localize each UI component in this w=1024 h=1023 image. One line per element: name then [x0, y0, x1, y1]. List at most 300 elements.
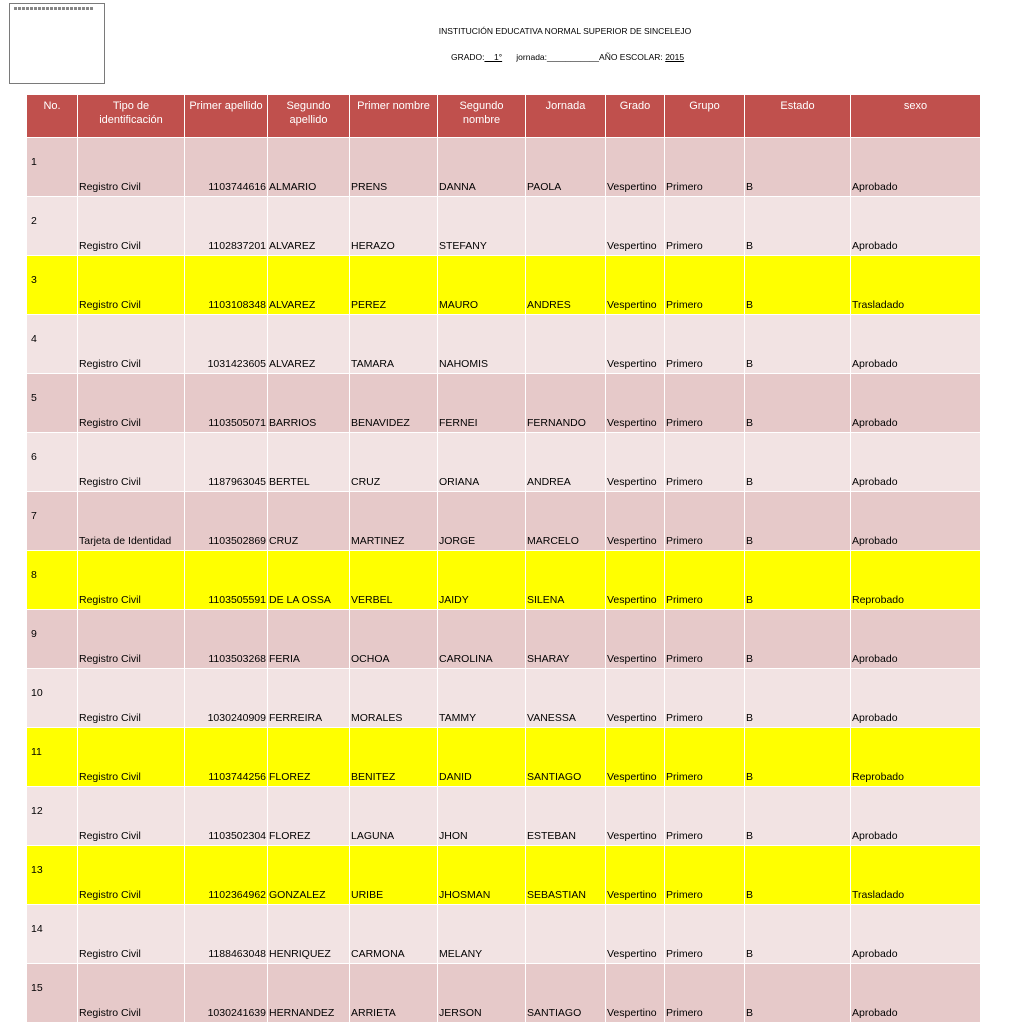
cell-primer-apellido[interactable]: [268, 610, 350, 669]
cell-identificacion-number-text: 1103505071: [208, 417, 266, 429]
cell-segundo-nombre-text: SHARAY: [527, 653, 570, 665]
cell-primer-apellido[interactable]: [268, 256, 350, 315]
col-header-segundo-apellido[interactable]: Segundo apellido: [268, 95, 350, 138]
cell-jornada-text: Vespertino: [607, 476, 657, 488]
cell-estado[interactable]: [851, 492, 981, 551]
cell-tipo-identificacion[interactable]: [78, 846, 185, 905]
cell-tipo-identificacion[interactable]: [78, 197, 185, 256]
col-header-grado[interactable]: Grado: [606, 95, 665, 138]
cell-primer-nombre[interactable]: [438, 964, 526, 1023]
cell-estado-text: Aprobado: [852, 1007, 898, 1019]
col-header-grupo[interactable]: Grupo: [665, 95, 745, 138]
cell-segundo-nombre[interactable]: [526, 551, 606, 610]
cell-estado-text: Aprobado: [852, 240, 898, 252]
cell-primer-apellido[interactable]: [268, 728, 350, 787]
cell-primer-apellido-text: FERIA: [269, 653, 300, 665]
cell-identificacion-number[interactable]: [185, 374, 268, 433]
cell-grupo-text: B: [746, 653, 754, 665]
cell-grupo-text: B: [746, 476, 754, 488]
cell-grupo[interactable]: [745, 905, 851, 964]
cell-jornada[interactable]: [606, 669, 665, 728]
cell-grado[interactable]: [665, 374, 745, 433]
cell-grupo[interactable]: [745, 728, 851, 787]
cell-grupo[interactable]: [745, 964, 851, 1023]
cell-identificacion-number-text: 1103505591: [208, 594, 266, 606]
cell-segundo-nombre[interactable]: [526, 846, 606, 905]
cell-primer-apellido-text: FLOREZ: [269, 830, 311, 842]
cell-identificacion-number[interactable]: [185, 669, 268, 728]
cell-tipo-identificacion-text: Registro Civil: [79, 712, 141, 724]
cell-identificacion-number-text: 1103744616: [208, 181, 266, 193]
cell-estado[interactable]: [851, 669, 981, 728]
cell-grado[interactable]: [665, 256, 745, 315]
cell-primer-apellido-text: BARRIOS: [269, 417, 317, 429]
cell-identificacion-number-text: 1187963045: [208, 476, 266, 488]
cell-jornada-text: Vespertino: [607, 181, 657, 193]
cell-estado-text: Aprobado: [852, 476, 898, 488]
row-number[interactable]: 14: [27, 905, 78, 964]
cell-tipo-identificacion-text: Registro Civil: [79, 476, 141, 488]
cell-primer-nombre[interactable]: [438, 433, 526, 492]
cell-jornada-text: Vespertino: [607, 889, 657, 901]
cell-grupo[interactable]: [745, 374, 851, 433]
row-number[interactable]: 13: [27, 846, 78, 905]
table-row[interactable]: [27, 787, 981, 846]
cell-primer-nombre[interactable]: [438, 669, 526, 728]
cell-segundo-apellido[interactable]: [350, 669, 438, 728]
cell-grado[interactable]: [665, 669, 745, 728]
cell-segundo-nombre[interactable]: [526, 728, 606, 787]
cell-identificacion-number-text: 1103108348: [208, 299, 266, 311]
cell-grupo[interactable]: [745, 551, 851, 610]
cell-primer-apellido-text: GONZALEZ: [269, 889, 326, 901]
row-number[interactable]: 9: [27, 610, 78, 669]
cell-estado-text: Aprobado: [852, 358, 898, 370]
cell-primer-apellido-text: ALVAREZ: [269, 358, 316, 370]
cell-jornada[interactable]: [606, 787, 665, 846]
cell-segundo-nombre-text: SILENA: [527, 594, 565, 606]
cell-grado[interactable]: [665, 551, 745, 610]
cell-primer-nombre-text: MELANY: [439, 948, 483, 960]
cell-grado-text: Primero: [666, 299, 703, 311]
row-number[interactable]: 11: [27, 728, 78, 787]
cell-tipo-identificacion[interactable]: [78, 669, 185, 728]
cell-estado[interactable]: [851, 787, 981, 846]
cell-estado[interactable]: [851, 905, 981, 964]
cell-primer-nombre[interactable]: [438, 551, 526, 610]
table-row[interactable]: [27, 728, 981, 787]
cell-primer-nombre[interactable]: [438, 846, 526, 905]
cell-grado[interactable]: [665, 197, 745, 256]
cell-primer-nombre-text: DANNA: [439, 181, 476, 193]
cell-segundo-nombre[interactable]: [526, 374, 606, 433]
cell-segundo-apellido-text: MORALES: [351, 712, 403, 724]
anio-label: AÑO ESCOLAR:: [599, 52, 663, 62]
table-row[interactable]: [27, 551, 981, 610]
cell-jornada-text: Vespertino: [607, 535, 657, 547]
cell-segundo-apellido-text: BENAVIDEZ: [351, 417, 410, 429]
cell-grupo-text: B: [746, 771, 754, 783]
cell-segundo-nombre[interactable]: [526, 787, 606, 846]
cell-grupo[interactable]: [745, 256, 851, 315]
cell-grupo-text: B: [746, 830, 754, 842]
cell-estado[interactable]: [851, 728, 981, 787]
cell-estado-text: Aprobado: [852, 417, 898, 429]
cell-identificacion-number[interactable]: [185, 728, 268, 787]
cell-segundo-apellido[interactable]: [350, 433, 438, 492]
cell-estado[interactable]: [851, 433, 981, 492]
cell-grupo[interactable]: [745, 669, 851, 728]
cell-segundo-nombre-text: SANTIAGO: [527, 771, 582, 783]
header-info-line: [451, 52, 684, 62]
cell-grupo-text: B: [746, 889, 754, 901]
cell-jornada[interactable]: [606, 846, 665, 905]
cell-grado[interactable]: [665, 905, 745, 964]
cell-jornada[interactable]: [606, 905, 665, 964]
cell-estado-text: Aprobado: [852, 712, 898, 724]
cell-primer-nombre[interactable]: [438, 138, 526, 197]
cell-tipo-identificacion-text: Registro Civil: [79, 417, 141, 429]
cell-segundo-apellido[interactable]: [350, 964, 438, 1023]
col-header-primer-apellido[interactable]: Primer apellido: [185, 95, 268, 138]
cell-segundo-apellido[interactable]: [350, 374, 438, 433]
table-row[interactable]: [27, 256, 981, 315]
cell-segundo-apellido-text: HERAZO: [351, 240, 395, 252]
cell-segundo-nombre-text: VANESSA: [527, 712, 576, 724]
cell-identificacion-number[interactable]: [185, 787, 268, 846]
cell-segundo-apellido[interactable]: [350, 315, 438, 374]
cell-jornada[interactable]: [606, 197, 665, 256]
jornada-label: jornada:: [516, 52, 548, 62]
cell-segundo-nombre[interactable]: [526, 905, 606, 964]
cell-tipo-identificacion-text: Registro Civil: [79, 299, 141, 311]
col-header-estado[interactable]: Estado: [745, 95, 851, 138]
cell-segundo-nombre-text: ANDREA: [527, 476, 571, 488]
cell-identificacion-number-text: 1103744256: [208, 771, 266, 783]
cell-segundo-apellido[interactable]: [350, 551, 438, 610]
cell-identificacion-number[interactable]: [185, 846, 268, 905]
cell-estado[interactable]: [851, 138, 981, 197]
cell-grado[interactable]: [665, 138, 745, 197]
cell-primer-nombre[interactable]: [438, 905, 526, 964]
cell-segundo-apellido-text: OCHOA: [351, 653, 390, 665]
table-header-row: [27, 95, 981, 138]
cell-identificacion-number[interactable]: [185, 964, 268, 1023]
cell-identificacion-number[interactable]: [185, 197, 268, 256]
cell-tipo-identificacion[interactable]: [78, 787, 185, 846]
cell-tipo-identificacion[interactable]: [78, 905, 185, 964]
cell-primer-nombre-text: TAMMY: [439, 712, 477, 724]
cell-segundo-apellido[interactable]: [350, 197, 438, 256]
cell-jornada-text: Vespertino: [607, 712, 657, 724]
cell-segundo-apellido[interactable]: [350, 256, 438, 315]
cell-jornada[interactable]: [606, 433, 665, 492]
cell-segundo-nombre-text: ANDRES: [527, 299, 571, 311]
row-number[interactable]: 12: [27, 787, 78, 846]
row-number[interactable]: 4: [27, 315, 78, 374]
cell-primer-nombre-text: CAROLINA: [439, 653, 493, 665]
row-number[interactable]: 5: [27, 374, 78, 433]
cell-jornada-text: Vespertino: [607, 417, 657, 429]
cell-grado[interactable]: [665, 610, 745, 669]
cell-primer-apellido-text: BERTEL: [269, 476, 310, 488]
cell-primer-nombre[interactable]: [438, 610, 526, 669]
cell-segundo-apellido-text: CARMONA: [351, 948, 405, 960]
cell-estado-text: Reprobado: [852, 594, 904, 606]
cell-estado-text: Aprobado: [852, 948, 898, 960]
cell-grado-text: Primero: [666, 830, 703, 842]
cell-jornada[interactable]: [606, 492, 665, 551]
grado-value: __1°: [484, 52, 503, 62]
cell-grado[interactable]: [665, 315, 745, 374]
col-header-primer-nombre[interactable]: Primer nombre: [350, 95, 438, 138]
cell-grupo-text: B: [746, 1007, 754, 1019]
cell-tipo-identificacion[interactable]: [78, 728, 185, 787]
cell-primer-nombre-text: ORIANA: [439, 476, 480, 488]
cell-estado-text: Aprobado: [852, 830, 898, 842]
table-row[interactable]: [27, 138, 981, 197]
cell-grado[interactable]: [665, 728, 745, 787]
cell-segundo-nombre[interactable]: [526, 256, 606, 315]
cell-primer-apellido-text: HERNANDEZ: [269, 1007, 335, 1019]
cell-tipo-identificacion-text: Registro Civil: [79, 594, 141, 606]
cell-jornada[interactable]: [606, 728, 665, 787]
cell-segundo-apellido-text: URIBE: [351, 889, 384, 901]
cell-segundo-nombre[interactable]: [526, 138, 606, 197]
cell-segundo-nombre[interactable]: [526, 669, 606, 728]
cell-grado-text: Primero: [666, 181, 703, 193]
cell-grupo[interactable]: [745, 610, 851, 669]
cell-estado[interactable]: [851, 964, 981, 1023]
cell-estado-text: Trasladado: [852, 889, 905, 901]
cell-primer-apellido[interactable]: [268, 964, 350, 1023]
cell-jornada-text: Vespertino: [607, 653, 657, 665]
cell-segundo-nombre-text: MARCELO: [527, 535, 579, 547]
cell-grado[interactable]: [665, 433, 745, 492]
cell-segundo-apellido[interactable]: [350, 138, 438, 197]
table-row[interactable]: [27, 846, 981, 905]
cell-segundo-apellido-text: LAGUNA: [351, 830, 395, 842]
row-number[interactable]: 10: [27, 669, 78, 728]
cell-segundo-apellido-text: TAMARA: [351, 358, 394, 370]
cell-jornada-text: Vespertino: [607, 1007, 657, 1019]
cell-identificacion-number[interactable]: [185, 492, 268, 551]
cell-identificacion-number[interactable]: [185, 905, 268, 964]
cell-tipo-identificacion-text: Registro Civil: [79, 240, 141, 252]
cell-estado[interactable]: [851, 374, 981, 433]
cell-grado[interactable]: [665, 492, 745, 551]
cell-grupo[interactable]: [745, 492, 851, 551]
cell-grupo-text: B: [746, 240, 754, 252]
cell-identificacion-number[interactable]: [185, 256, 268, 315]
row-number[interactable]: 1: [27, 138, 78, 197]
logo-placeholder: [9, 3, 105, 84]
cell-segundo-apellido-text: CRUZ: [351, 476, 381, 488]
cell-primer-nombre[interactable]: [438, 256, 526, 315]
col-header-tipo[interactable]: Tipo de identificación: [78, 95, 185, 138]
cell-primer-nombre[interactable]: [438, 492, 526, 551]
table-row[interactable]: [27, 197, 981, 256]
cell-primer-nombre[interactable]: [438, 197, 526, 256]
col-header-no[interactable]: No.: [27, 95, 78, 138]
row-number[interactable]: 2: [27, 197, 78, 256]
cell-segundo-apellido[interactable]: [350, 846, 438, 905]
students-table: [26, 94, 981, 1023]
cell-estado[interactable]: [851, 315, 981, 374]
cell-grado[interactable]: [665, 964, 745, 1023]
cell-tipo-identificacion[interactable]: [78, 610, 185, 669]
cell-tipo-identificacion[interactable]: [78, 256, 185, 315]
cell-grupo[interactable]: [745, 197, 851, 256]
cell-identificacion-number-text: 1103502304: [208, 830, 266, 842]
col-header-segundo-nombre[interactable]: Segundo nombre: [438, 95, 526, 138]
table-row[interactable]: [27, 433, 981, 492]
cell-segundo-nombre[interactable]: [526, 610, 606, 669]
cell-jornada[interactable]: [606, 610, 665, 669]
cell-estado[interactable]: [851, 197, 981, 256]
cell-jornada[interactable]: [606, 964, 665, 1023]
cell-primer-apellido[interactable]: [268, 492, 350, 551]
cell-jornada-text: Vespertino: [607, 948, 657, 960]
table-row[interactable]: [27, 905, 981, 964]
cell-primer-apellido-text: ALVAREZ: [269, 299, 316, 311]
cell-grupo[interactable]: [745, 433, 851, 492]
cell-grupo[interactable]: [745, 846, 851, 905]
cell-grado-text: Primero: [666, 240, 703, 252]
cell-identificacion-number-text: 1102837201: [208, 240, 266, 252]
cell-primer-nombre-text: JORGE: [439, 535, 476, 547]
cell-primer-apellido[interactable]: [268, 197, 350, 256]
cell-estado-text: Trasladado: [852, 299, 905, 311]
cell-segundo-apellido-text: BENITEZ: [351, 771, 396, 783]
cell-primer-apellido[interactable]: [268, 846, 350, 905]
table-row[interactable]: [27, 315, 981, 374]
cell-jornada-text: Vespertino: [607, 771, 657, 783]
cell-primer-nombre-text: JERSON: [439, 1007, 482, 1019]
cell-primer-apellido[interactable]: [268, 433, 350, 492]
table-row[interactable]: [27, 610, 981, 669]
cell-jornada[interactable]: [606, 256, 665, 315]
cell-primer-nombre-text: JHON: [439, 830, 468, 842]
row-number[interactable]: 6: [27, 433, 78, 492]
cell-tipo-identificacion-text: Registro Civil: [79, 771, 141, 783]
cell-estado[interactable]: [851, 846, 981, 905]
cell-tipo-identificacion[interactable]: [78, 433, 185, 492]
cell-identificacion-number[interactable]: [185, 138, 268, 197]
table-row[interactable]: [27, 964, 981, 1023]
cell-primer-nombre[interactable]: [438, 787, 526, 846]
col-header-jornada[interactable]: Jornada: [526, 95, 606, 138]
cell-segundo-apellido-text: PEREZ: [351, 299, 387, 311]
cell-grupo[interactable]: [745, 787, 851, 846]
cell-jornada[interactable]: [606, 374, 665, 433]
cell-tipo-identificacion[interactable]: [78, 492, 185, 551]
cell-segundo-apellido[interactable]: [350, 787, 438, 846]
cell-segundo-apellido-text: PRENS: [351, 181, 388, 193]
cell-tipo-identificacion-text: Registro Civil: [79, 181, 141, 193]
cell-primer-apellido[interactable]: [268, 669, 350, 728]
cell-primer-nombre[interactable]: [438, 728, 526, 787]
cell-grado-text: Primero: [666, 653, 703, 665]
cell-segundo-nombre[interactable]: [526, 315, 606, 374]
cell-grupo-text: B: [746, 417, 754, 429]
cell-tipo-identificacion-text: Registro Civil: [79, 1007, 141, 1019]
cell-jornada-text: Vespertino: [607, 830, 657, 842]
table-row[interactable]: [27, 492, 981, 551]
cell-segundo-nombre[interactable]: [526, 492, 606, 551]
cell-jornada[interactable]: [606, 315, 665, 374]
cell-segundo-apellido-text: ARRIETA: [351, 1007, 396, 1019]
cell-tipo-identificacion-text: Tarjeta de Identidad: [79, 535, 172, 547]
cell-primer-apellido[interactable]: [268, 138, 350, 197]
cell-segundo-nombre[interactable]: [526, 433, 606, 492]
cell-primer-nombre[interactable]: [438, 374, 526, 433]
row-number[interactable]: 15: [27, 964, 78, 1023]
cell-primer-nombre-text: NAHOMIS: [439, 358, 489, 370]
cell-primer-apellido[interactable]: [268, 905, 350, 964]
cell-identificacion-number-text: 1030240909: [207, 712, 266, 724]
cell-tipo-identificacion[interactable]: [78, 315, 185, 374]
cell-segundo-apellido[interactable]: [350, 905, 438, 964]
cell-primer-apellido-text: HENRIQUEZ: [269, 948, 331, 960]
cell-estado[interactable]: [851, 551, 981, 610]
grado-label: GRADO:: [451, 52, 485, 62]
cell-primer-apellido[interactable]: [268, 374, 350, 433]
cell-segundo-apellido[interactable]: [350, 492, 438, 551]
cell-segundo-nombre[interactable]: [526, 964, 606, 1023]
cell-estado-text: Aprobado: [852, 181, 898, 193]
row-number[interactable]: 8: [27, 551, 78, 610]
cell-jornada[interactable]: [606, 138, 665, 197]
cell-identificacion-number-text: 1188463048: [208, 948, 266, 960]
cell-segundo-nombre-text: ESTEBAN: [527, 830, 577, 842]
cell-tipo-identificacion[interactable]: [78, 374, 185, 433]
cell-grado-text: Primero: [666, 889, 703, 901]
cell-identificacion-number[interactable]: [185, 610, 268, 669]
table-row[interactable]: [27, 374, 981, 433]
cell-identificacion-number[interactable]: [185, 433, 268, 492]
cell-segundo-apellido[interactable]: [350, 610, 438, 669]
cell-primer-nombre-text: JHOSMAN: [439, 889, 491, 901]
cell-tipo-identificacion[interactable]: [78, 964, 185, 1023]
cell-estado[interactable]: [851, 610, 981, 669]
cell-segundo-nombre-text: SANTIAGO: [527, 1007, 582, 1019]
cell-primer-apellido-text: FLOREZ: [269, 771, 311, 783]
table-row[interactable]: [27, 669, 981, 728]
cell-grado[interactable]: [665, 787, 745, 846]
cell-segundo-apellido[interactable]: [350, 728, 438, 787]
cell-grado-text: Primero: [666, 712, 703, 724]
cell-tipo-identificacion[interactable]: [78, 551, 185, 610]
cell-grado[interactable]: [665, 846, 745, 905]
cell-primer-apellido[interactable]: [268, 315, 350, 374]
col-header-sexo[interactable]: sexo: [851, 95, 981, 138]
cell-grupo[interactable]: [745, 138, 851, 197]
cell-tipo-identificacion[interactable]: [78, 138, 185, 197]
cell-identificacion-number[interactable]: [185, 315, 268, 374]
row-number[interactable]: 7: [27, 492, 78, 551]
cell-estado[interactable]: [851, 256, 981, 315]
cell-segundo-nombre[interactable]: [526, 197, 606, 256]
row-number[interactable]: 3: [27, 256, 78, 315]
cell-primer-nombre[interactable]: [438, 315, 526, 374]
cell-grupo[interactable]: [745, 315, 851, 374]
cell-primer-nombre-text: JAIDY: [439, 594, 469, 606]
cell-identificacion-number[interactable]: [185, 551, 268, 610]
cell-primer-apellido[interactable]: [268, 787, 350, 846]
cell-jornada[interactable]: [606, 551, 665, 610]
cell-primer-apellido[interactable]: [268, 551, 350, 610]
